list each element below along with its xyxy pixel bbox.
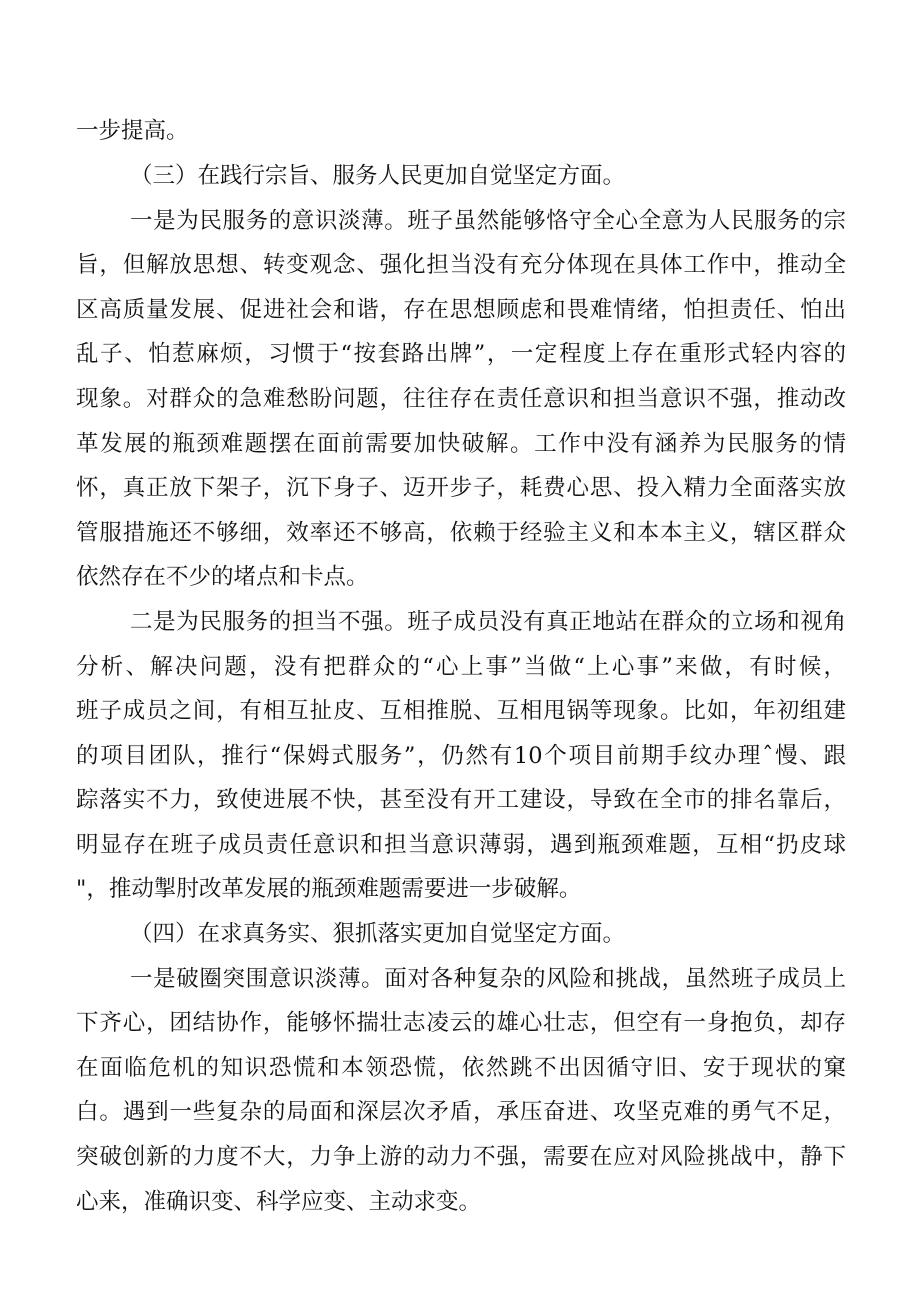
text-line: 心来，准确识变、科学应变、主动求变。 [76,1189,482,1215]
text-line: 区高质量发展、促进社会和谐，存在思想顾虑和畏难情绪，怕担责任、怕出 [76,297,846,323]
text-line: 现象。对群众的急难愁盼问题，往往存在责任意识和担当意识不强，推动改 [76,386,846,412]
section-heading: （三）在践行宗旨、服务人民更加自觉坚定方面。 [130,163,626,189]
text-line: 班子成员之间，有相互扯皮、互相推脱、互相甩锅等现象。比如，年初组建 [76,698,846,724]
text-line: 管服措施还不够细，效率还不够高，依赖于经验主义和本本主义，辖区群众 [76,520,846,546]
section-heading: （四）在求真务实、狠抓落实更加自觉坚定方面。 [130,921,626,947]
text-line: 一步提高。 [76,118,189,144]
text-line: 旨，但解放思想、转变观念、强化担当没有充分体现在具体工作中，推动全 [76,252,846,278]
text-line: 白。遇到一些复杂的局面和深层次矛盾，承压奋进、攻坚克难的勇气不足， [76,1099,846,1125]
text-line: 分析、解决问题，没有把群众的“心上事”当做“上心事”来做，有时候， [76,654,846,680]
text-line: 二是为民服务的担当不强。班子成员没有真正地站在群众的立场和视角 [130,609,846,635]
text-line: 革发展的瓶颈难题摆在面前需要加快破解。工作中没有涵养为民服务的情 [76,431,846,457]
text-line: "，推动掣肘改革发展的瓶颈难题需要进一步破解。 [76,876,582,902]
text-line: 明显存在班子成员责任意识和担当意识薄弱，遇到瓶颈难题，互相“扔皮球 [76,832,846,858]
text-line: 一是破圈突围意识淡薄。面对各种复杂的风险和挑战，虽然班子成员上 [130,966,846,992]
text-line: 依然存在不少的堵点和卡点。 [76,564,369,590]
text-line: 的项目团队，推行“保姆式服务”，仍然有10个项目前期手纹办理ˆ慢、跟 [76,743,846,769]
text-line: 在面临危机的知识恐慌和本领恐慌，依然跳不出因循守旧、安于现状的窠 [76,1055,846,1081]
text-line: 怀，真正放下架子，沉下身子、迈开步子，耗费心思、投入精力全面落实放 [76,475,846,501]
text-line: 乱子、怕惹麻烦，习惯于“按套路出牌”，一定程度上存在重形式轻内容的 [76,341,846,367]
text-line: 突破创新的力度不大，力争上游的动力不强，需要在应对风险挑战中，静下 [76,1144,846,1170]
text-line: 一是为民服务的意识淡薄。班子虽然能够恪守全心全意为人民服务的宗 [130,208,846,234]
text-line: 踪落实不力，致使进展不快，甚至没有开工建设，导致在全市的排名靠后， [76,787,846,813]
text-line: 下齐心，团结协作，能够怀揣壮志凌云的雄心壮志，但空有一身抱负，却存 [76,1010,846,1036]
